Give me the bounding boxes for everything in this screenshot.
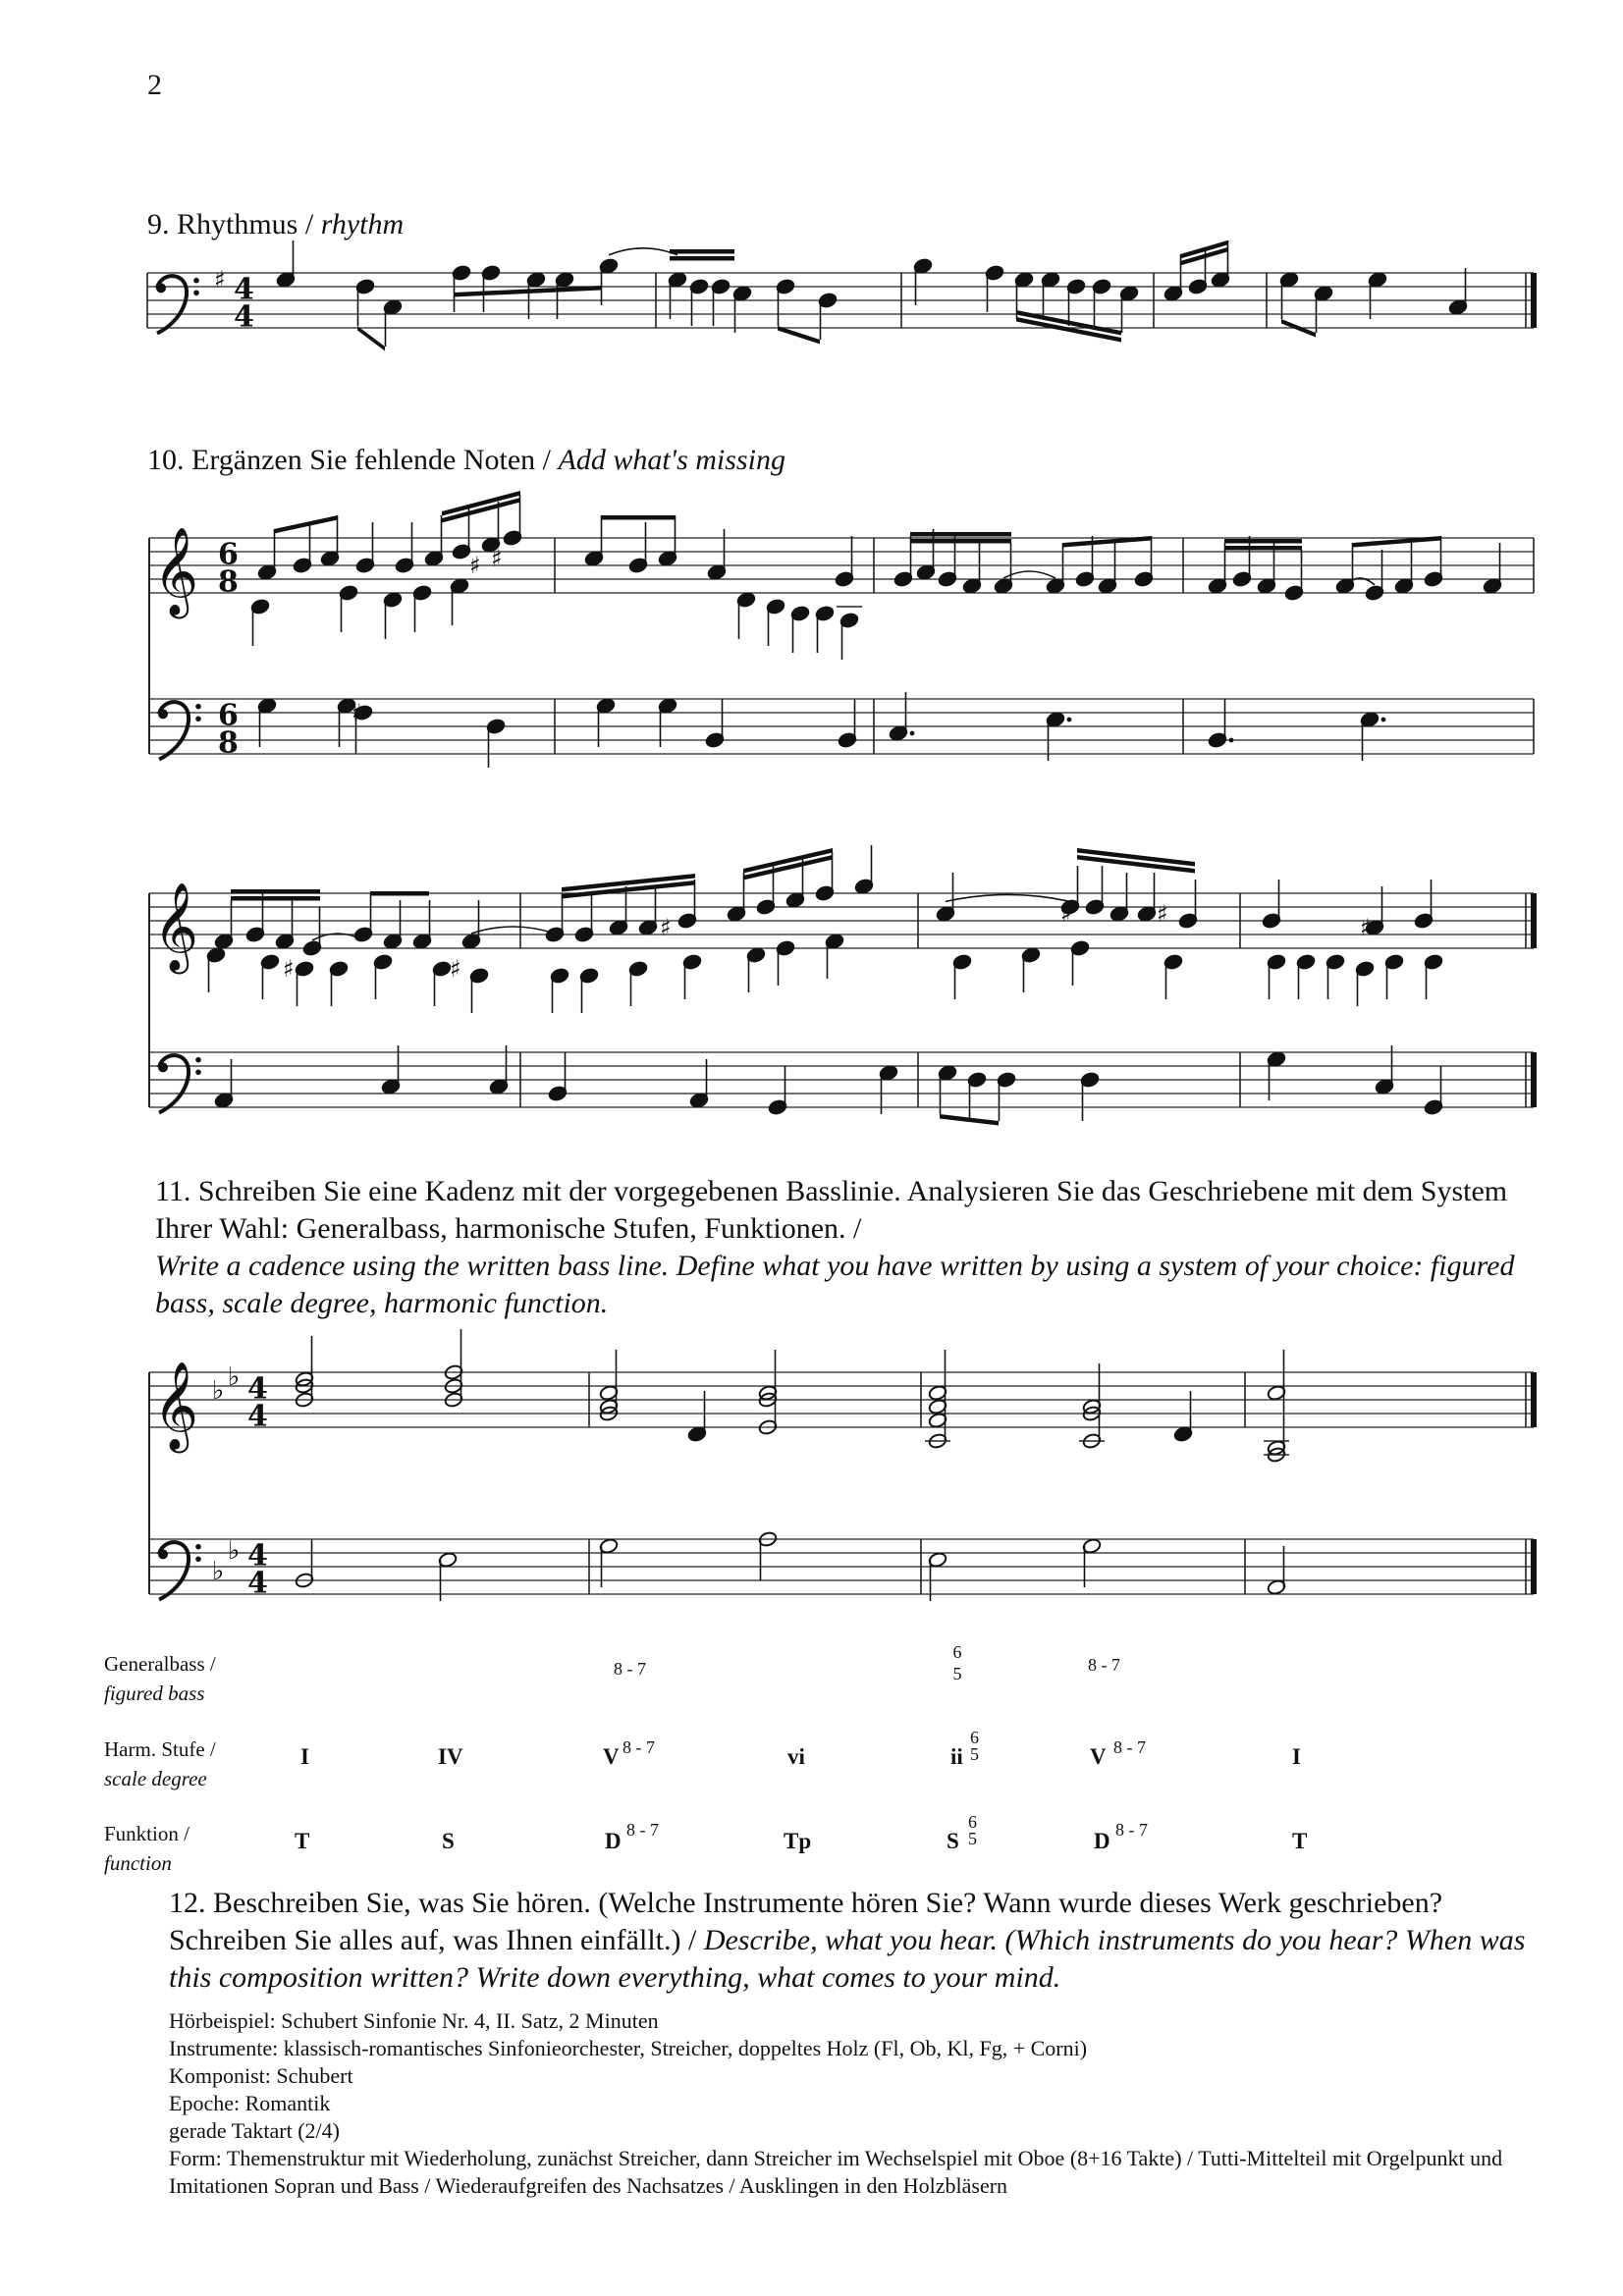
sharp-sign: ♯: [660, 914, 672, 941]
function-sublabel: function: [104, 1851, 172, 1875]
beam: [231, 889, 320, 894]
function-7: T: [1292, 1829, 1308, 1853]
fig-bass-3: 8 - 7: [614, 1659, 646, 1679]
degree-4: vi: [787, 1744, 805, 1769]
task10-title-de: 10. Ergänzen Sie fehlende Noten: [147, 444, 536, 476]
function-4: Tp: [784, 1829, 812, 1853]
answer-line: Hörbeispiel: Schubert Sinfonie Nr. 4, II. Satz, 2 Minuten: [169, 2008, 659, 2033]
flat-sign: ♭: [212, 1376, 225, 1406]
scale-degree-label: Harm. Stufe /: [104, 1737, 216, 1761]
tie: [471, 927, 555, 934]
sharp-sign: ♯: [214, 266, 226, 294]
answer-line: Epoche: Romantik: [169, 2091, 331, 2115]
task12-sep: /: [680, 1924, 704, 1956]
time-sig-top: 4: [247, 1538, 268, 1574]
time-sig-top: 4: [234, 272, 254, 307]
time-sig-bottom: 4: [247, 1399, 268, 1434]
figured-bass-label: Generalbass /: [104, 1652, 216, 1676]
beam: [274, 515, 338, 534]
bass-clef-dot: [195, 1557, 201, 1563]
sharp-sign: ♯: [1157, 900, 1168, 928]
dot: [1381, 718, 1386, 722]
treble-clef: 𝄞: [153, 1362, 199, 1451]
task9-sep: /: [298, 208, 321, 240]
dot: [1067, 718, 1072, 722]
beam: [231, 896, 320, 901]
degree-1: I: [300, 1744, 309, 1769]
time-sig-top: 6: [218, 698, 239, 733]
analysis-label-figured-bass: [104, 1649, 216, 1708]
answer-line: Komponist: Schubert: [169, 2063, 353, 2088]
beam: [601, 515, 676, 520]
bass-clef-dot: [195, 1544, 201, 1550]
analysis-label-function: [104, 1819, 189, 1878]
task11-title-de: 11. Schreiben Sie eine Kadenz mit der vorgegebenen Basslinie. Analysieren Sie das Geschriebene mit dem System Ihrer Wahl: Generalbass, harmonische Stufen, Funktionen. /: [155, 1175, 1508, 1245]
function-2: S: [442, 1829, 455, 1853]
function-5: S: [947, 1829, 959, 1853]
function-label: Funktion /: [104, 1822, 189, 1845]
task11-title-en: Write a cadence using the written bass line. Define what you have written by using a system of your choice: figured bass, scale degree, harmonic function.: [155, 1250, 1515, 1319]
sharp-sign: ♯: [352, 699, 363, 726]
function-1: T: [295, 1829, 310, 1853]
scale-degree-sublabel: scale degree: [104, 1767, 207, 1790]
page-number: 2: [147, 69, 162, 101]
time-sig-top: 4: [247, 1371, 268, 1407]
function-6: D: [1094, 1829, 1110, 1853]
beam: [670, 249, 734, 254]
beam: [778, 326, 820, 345]
time-sig-bottom: 8: [218, 564, 239, 600]
beam: [370, 891, 429, 896]
degree-5: ii: [950, 1744, 963, 1769]
degree-6: V: [1090, 1744, 1107, 1769]
function-6-sup: 8 - 7: [1115, 1820, 1148, 1840]
time-sig-top: 6: [218, 537, 239, 572]
bass-clef-dot: [158, 1062, 168, 1072]
beam: [670, 256, 734, 261]
answer-line: gerade Taktart (2/4): [169, 2118, 340, 2143]
sharp-sign: ♯: [283, 955, 295, 983]
flat-sign: ♭: [228, 1536, 241, 1566]
answer-line: Instrumente: klassisch-romantisches Sinfonieorchester, Streicher, doppeltes Holz (Fl, Ob, Kl, Fg, + Corni): [169, 2036, 1088, 2060]
bass-clef-dot: [195, 717, 201, 722]
function-3-sup: 8 - 7: [626, 1820, 659, 1840]
time-sig-bottom: 4: [234, 299, 254, 335]
sharp-sign: ♯: [491, 545, 503, 572]
task9-title-en: rhythm: [320, 208, 405, 240]
beam: [454, 286, 601, 297]
answer-line: Form: Themenstruktur mit Wiederholung, zunächst Streicher, dann Streicher im Wechselspiel mit Oboe (8+16 Takte) / Tutti-Mittelteil mit Orgelpunkt und Imitationen Sopran und Bass / Wiederaufgreifen des Nachsatzes / Ausklingen in den Holzbläsern: [169, 2146, 1503, 2198]
bass-clef-dot: [195, 704, 201, 710]
bass-clef-dot: [158, 709, 168, 719]
function-3: D: [605, 1829, 622, 1853]
time-sig-bottom: 4: [247, 1566, 268, 1601]
beam: [910, 539, 1011, 544]
sharp-sign: ♯: [1060, 900, 1072, 928]
bass-clef-dot: [193, 278, 199, 284]
bass-clef-dot: [156, 283, 166, 293]
degree-7: I: [1292, 1744, 1301, 1769]
degree-3: V: [603, 1744, 620, 1769]
function-5-sup: 6 5: [968, 1812, 977, 1848]
flat-sign: ♭: [212, 1557, 225, 1586]
beam: [1224, 539, 1302, 544]
beam: [1224, 546, 1302, 551]
treble-clef: 𝄞: [153, 882, 199, 972]
task12-title-de: 12. Beschreiben Sie, was Sie hören. (Welche Instrumente hören Sie? Wann wurde dieses Werk geschrieben? Schreiben Sie alles auf, was Ihnen einfällt.): [169, 1887, 1443, 1956]
sharp-sign: ♯: [450, 955, 461, 983]
task9-title-de: 9. Rhythmus: [147, 208, 298, 240]
time-sig-bottom: 8: [218, 725, 239, 761]
sharp-sign: ♯: [1360, 914, 1372, 941]
fig-bass-5: 6 5: [952, 1642, 962, 1683]
bass-clef-dot: [195, 1057, 201, 1063]
sharp-sign: ♯: [469, 552, 481, 579]
beam: [910, 532, 1011, 537]
beam: [357, 326, 385, 351]
bass-clef-dot: [193, 291, 199, 296]
task12-title-en: Describe, what you hear. (Which instruments do you hear? When was this composition written? Write down everything, what comes to your mind.: [169, 1924, 1526, 1994]
degree-5-sup: 6 5: [970, 1728, 979, 1764]
fig-bass-6: 8 - 7: [1088, 1655, 1120, 1675]
dot: [1229, 738, 1234, 743]
treble-clef: 𝄞: [153, 527, 199, 616]
flat-sign: ♭: [228, 1362, 241, 1392]
tie: [946, 894, 1070, 901]
degree-6-sup: 8 - 7: [1113, 1737, 1146, 1757]
task10-title-en: Add what's missing: [558, 444, 785, 476]
bass-clef-dot: [195, 1070, 201, 1076]
dot: [910, 731, 915, 736]
degree-2: IV: [438, 1744, 463, 1769]
tie: [609, 248, 677, 255]
task10-sep: /: [535, 444, 559, 476]
degree-3-sup: 8 - 7: [622, 1737, 655, 1757]
figured-bass-sublabel: figured bass: [104, 1682, 205, 1705]
analysis-label-scale-degree: [104, 1735, 216, 1793]
bass-clef-dot: [158, 1549, 168, 1559]
task12-answers: [169, 2007, 1583, 2200]
